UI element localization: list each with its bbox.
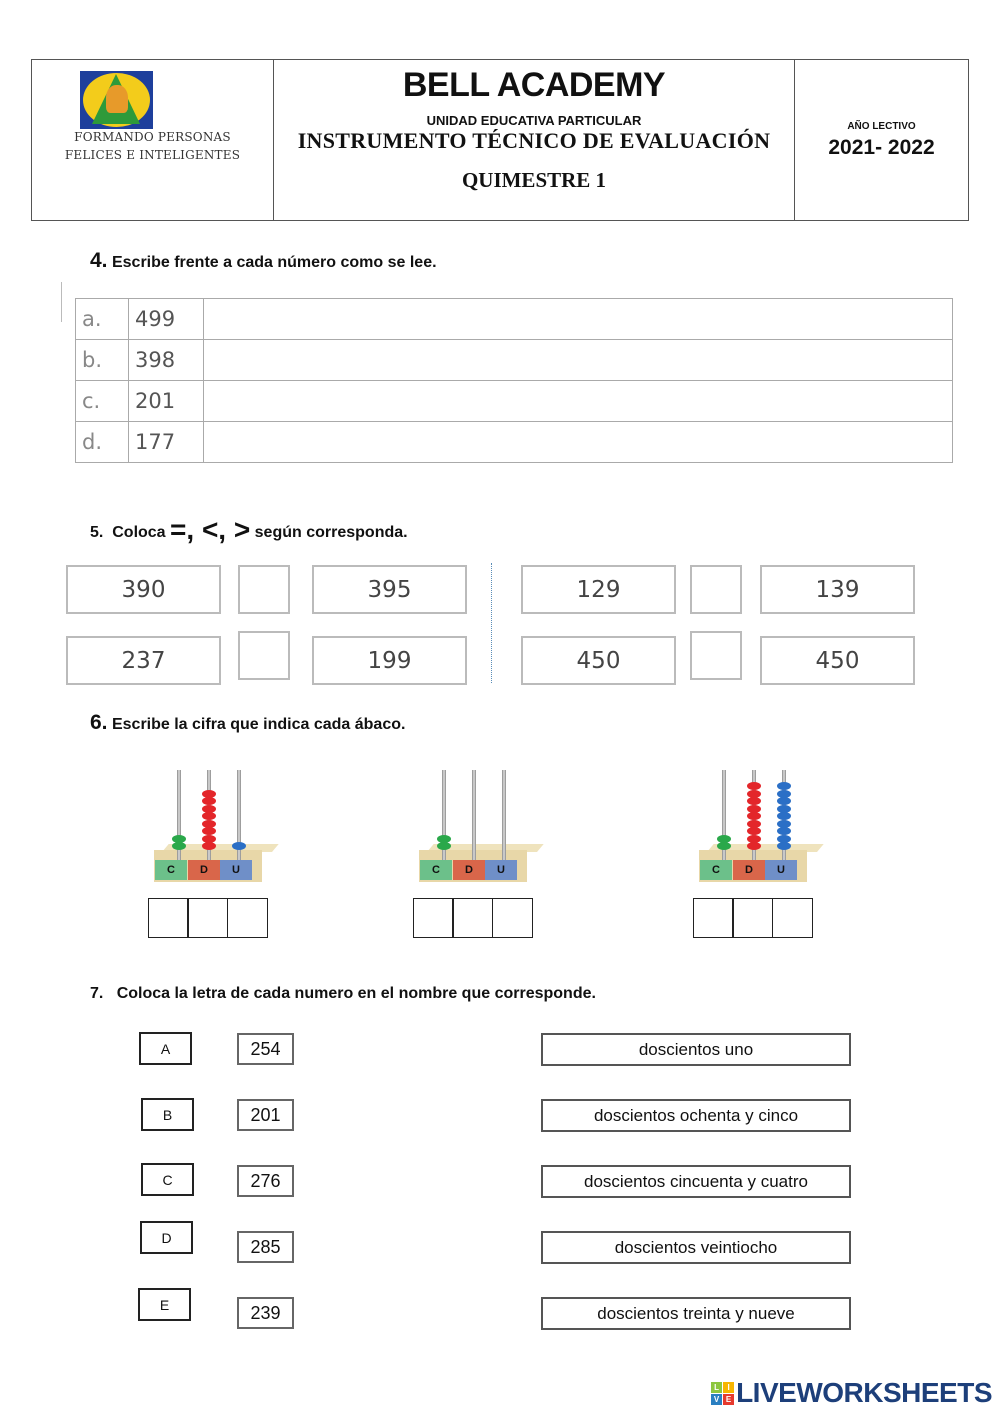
answer-field[interactable] — [204, 381, 953, 422]
letter-box: E — [138, 1288, 191, 1321]
digit-input-box[interactable] — [732, 898, 773, 938]
q5-instruction-post: según corresponda. — [254, 524, 408, 541]
number-box: 239 — [237, 1297, 294, 1329]
row-number: 177 — [129, 422, 204, 463]
number-box: 276 — [237, 1165, 294, 1197]
row-number: 499 — [129, 299, 204, 340]
abacus-bead — [172, 835, 186, 843]
row-letter: b. — [76, 340, 129, 381]
abacus-bead — [747, 797, 761, 805]
abacus-answer-boxes — [414, 898, 533, 938]
q5-instruction-pre: Coloca — [112, 524, 166, 541]
abacus-bead — [202, 827, 216, 835]
abacus-rod — [502, 770, 506, 860]
compare-answer-box[interactable] — [690, 565, 742, 614]
abacus-column-label: D — [453, 860, 485, 880]
logo-letter-tile: V — [711, 1394, 722, 1405]
letter-box: B — [141, 1098, 194, 1131]
row-letter: c. — [76, 381, 129, 422]
name-drop-target[interactable]: doscientos uno — [541, 1033, 851, 1066]
logo-letter-tile: I — [723, 1382, 734, 1393]
abacus-bead — [747, 835, 761, 843]
abacus-bead — [747, 782, 761, 790]
q5-number: 5. — [90, 524, 104, 541]
abacus-bead — [437, 835, 451, 843]
instrument-title: INSTRUMENTO TÉCNICO DE EVALUACIÓN — [297, 128, 771, 153]
abacus-bead — [202, 805, 216, 813]
row-number: 201 — [129, 381, 204, 422]
brand-name: LIVEWORKSHEETS — [736, 1377, 992, 1408]
answer-field[interactable] — [204, 340, 953, 381]
header-year-cell — [795, 60, 968, 220]
name-drop-target[interactable]: doscientos ochenta y cinco — [541, 1099, 851, 1132]
q5-heading — [90, 514, 408, 546]
digit-input-box[interactable] — [772, 898, 813, 938]
letter-box: C — [141, 1163, 194, 1196]
row-letter: d. — [76, 422, 129, 463]
abacus-bead — [437, 842, 451, 850]
liveworksheets-logo — [711, 1377, 992, 1409]
abacus-column-label: U — [220, 860, 252, 880]
q4-instruction: Escribe frente a cada número como se lee. — [111, 254, 437, 271]
compare-left-number: 237 — [66, 636, 221, 685]
q6-instruction: Escribe la cifra que indica cada ábaco. — [111, 716, 406, 733]
digit-input-box[interactable] — [452, 898, 493, 938]
abacus-answer-boxes — [694, 898, 813, 938]
compare-left-number: 450 — [521, 636, 676, 685]
abacus-column-label: C — [420, 860, 452, 880]
compare-left-number: 390 — [66, 565, 221, 614]
abacus-column-label: D — [188, 860, 220, 880]
abacus-bead — [777, 835, 791, 843]
motto-line-1: FORMANDO PERSONAS — [74, 130, 231, 144]
logo-letter-tile: E — [723, 1394, 734, 1405]
compare-answer-box[interactable] — [238, 565, 290, 614]
table-row — [76, 340, 953, 381]
logo-letter-tile: L — [711, 1382, 722, 1393]
abacus-bead — [777, 797, 791, 805]
header-title-cell — [274, 60, 795, 220]
number-box: 201 — [237, 1099, 294, 1131]
name-drop-target[interactable]: doscientos cincuenta y cuatro — [541, 1165, 851, 1198]
q4-table — [75, 298, 953, 463]
abacus-column-label: C — [155, 860, 187, 880]
abacus-bead — [747, 827, 761, 835]
header-table — [31, 59, 969, 221]
margin-line — [61, 282, 62, 322]
table-row — [76, 299, 953, 340]
abacus-bead — [202, 820, 216, 828]
abacus-bead — [777, 782, 791, 790]
compare-left-number: 129 — [521, 565, 676, 614]
motto-line-2: FELICES E INTELIGENTES — [64, 148, 241, 162]
abacus-bead — [202, 812, 216, 820]
q5-symbols: =, <, > — [170, 514, 251, 545]
compare-right-number: 395 — [312, 565, 467, 614]
row-letter: a. — [76, 299, 129, 340]
q7-heading — [90, 985, 596, 1003]
letter-box: D — [140, 1221, 193, 1254]
abacus-bead — [777, 812, 791, 820]
abacus-bead — [202, 842, 216, 850]
q7-instruction: Coloca la letra de cada numero en el nombre que corresponde. — [116, 985, 596, 1002]
compare-answer-box[interactable] — [690, 631, 742, 680]
name-drop-target[interactable]: doscientos veintiocho — [541, 1231, 851, 1264]
compare-right-number: 199 — [312, 636, 467, 685]
abacus-answer-boxes — [149, 898, 268, 938]
abacus-column-label: D — [733, 860, 765, 880]
digit-input-box[interactable] — [492, 898, 533, 938]
answer-field[interactable] — [204, 299, 953, 340]
q6-number: 6. — [90, 711, 108, 734]
abacus-bead — [202, 790, 216, 798]
abacus-bead — [172, 842, 186, 850]
school-logo-icon — [80, 71, 153, 129]
q7-number: 7. — [90, 985, 104, 1002]
number-box: 254 — [237, 1033, 294, 1065]
school-type: UNIDAD EDUCATIVA PARTICULAR — [426, 113, 642, 128]
table-row — [76, 381, 953, 422]
dotted-divider — [491, 563, 492, 683]
abacus-rod — [472, 770, 476, 860]
abacus — [685, 762, 815, 942]
digit-input-box[interactable] — [227, 898, 268, 938]
abacus-bead — [747, 842, 761, 850]
q6-heading — [90, 711, 405, 735]
abacus-bead — [777, 820, 791, 828]
abacus-column-label: U — [485, 860, 517, 880]
abacus-bead — [747, 812, 761, 820]
digit-input-box[interactable] — [693, 898, 734, 938]
abacus-bead — [777, 827, 791, 835]
q4-heading — [90, 249, 437, 273]
abacus-bead — [717, 842, 731, 850]
abacus-bead — [777, 842, 791, 850]
abacus-bead — [747, 805, 761, 813]
table-row — [76, 422, 953, 463]
term-title: QUIMESTRE 1 — [461, 168, 607, 192]
abacus — [140, 762, 270, 942]
abacus-column-label: U — [765, 860, 797, 880]
abacus-bead — [717, 835, 731, 843]
abacus-bead — [747, 790, 761, 798]
year-label: AÑO LECTIVO — [847, 121, 916, 132]
name-drop-target[interactable]: doscientos treinta y nueve — [541, 1297, 851, 1330]
compare-answer-box[interactable] — [238, 631, 290, 680]
row-number: 398 — [129, 340, 204, 381]
abacus-bead — [777, 805, 791, 813]
abacus-bead — [232, 842, 246, 850]
letter-box: A — [139, 1032, 192, 1065]
answer-field[interactable] — [204, 422, 953, 463]
compare-right-number: 450 — [760, 636, 915, 685]
digit-input-box[interactable] — [187, 898, 228, 938]
abacus — [405, 762, 535, 942]
abacus-bead — [777, 790, 791, 798]
digit-input-box[interactable] — [413, 898, 454, 938]
abacus-bead — [202, 835, 216, 843]
header-logo-cell — [32, 60, 274, 220]
q4-number: 4. — [90, 249, 108, 272]
abacus-column-label: C — [700, 860, 732, 880]
digit-input-box[interactable] — [148, 898, 189, 938]
number-box: 285 — [237, 1231, 294, 1263]
compare-right-number: 139 — [760, 565, 915, 614]
liveworksheets-icon — [711, 1382, 734, 1405]
school-name: BELL ACADEMY — [402, 66, 666, 104]
year-value: 2021- 2022 — [828, 136, 935, 159]
abacus-bead — [747, 820, 761, 828]
abacus-bead — [202, 797, 216, 805]
